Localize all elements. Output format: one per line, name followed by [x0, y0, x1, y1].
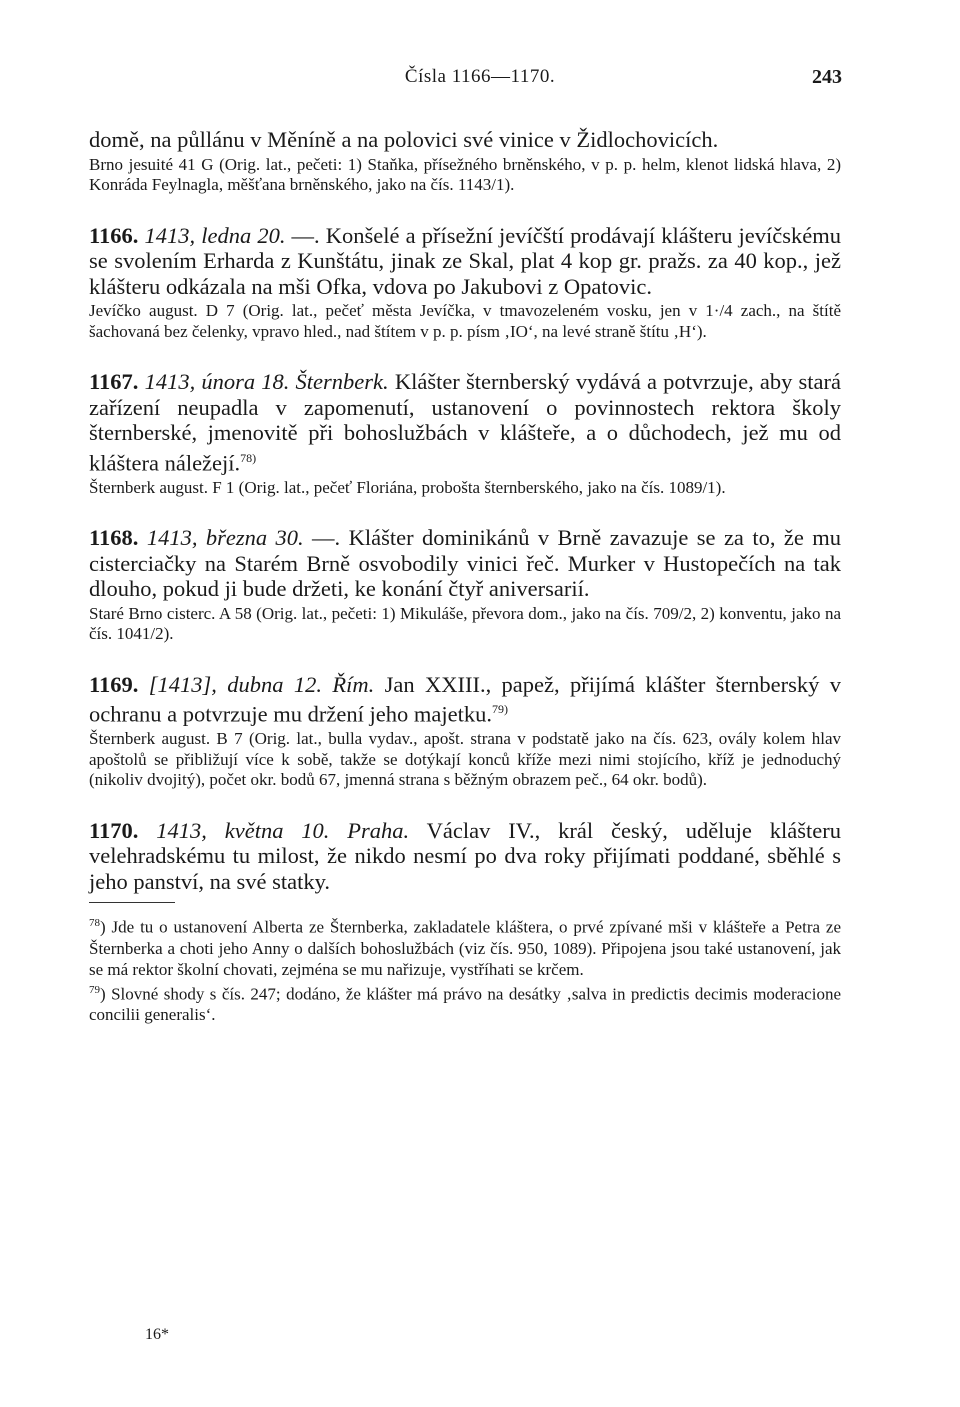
- entry-text: Klášter šternberský vydává a potvrzuje, aby stará zařízení neupadla v zapomenutí, ustanovení o povinnostech rektora školy šternberské, jmenovitě při bohoslužbách v klášteře, a o důchodech, jež mu od kláštera náležejí.: [89, 369, 842, 475]
- entry-1167: [89, 369, 841, 498]
- entry-dash: [374, 672, 384, 697]
- entry-text: Klášter dominikánů v Brně zavazuje se za to, že mu cisterciačky na Starém Brně osvobodily vinici řeč. Murker v Hustopečích na tak dlouho, pokud ji bude držeti, ke konání čtyř aniversarií.: [89, 525, 842, 601]
- entry-1170: [89, 818, 841, 895]
- entry-number: 1168.: [89, 525, 139, 550]
- entry-number: 1170.: [89, 817, 139, 843]
- entry-date: 1413, května 10. Praha.: [156, 817, 410, 843]
- entry-number: 1169.: [89, 671, 139, 697]
- entry-dash: —.: [303, 525, 349, 550]
- entry-date: 1413, ledna 20.: [144, 222, 286, 248]
- entry-source: Staré Brno cisterc. A 58 (Orig. lat., pečeti: 1) Mikuláše, převora dom., jako na čís. 709/2, 2) konventu, jako na čís. 1041/2).: [89, 603, 841, 643]
- entry-text: Jan XXIII., papež, přijímá klášter šternberský v ochranu a potvrzuje mu držení jeho majetku.: [89, 671, 842, 727]
- entry-1168: [89, 525, 841, 645]
- continuation-text: domě, na půllánu v Měníně a na polovici své vinice v Židlochovicích.: [89, 127, 719, 152]
- entry-date: [1413], dubna 12. Řím.: [148, 671, 375, 697]
- page-content: [89, 127, 841, 1025]
- entry-body: [89, 818, 841, 895]
- footnote-text: ) Jde tu o ustanovení Alberta ze Šternberka, zakladatele kláštera, o prvé zpívané mši v klášteře a Petra ze Šternberka a choti jeho Anny o dalších bohoslužbách (viz čís. 950, 1089). Připojena jsou také ustanovení, jak se má rektor školní chovati, zejména se mu nařizuje, vystříhati se krčem.: [89, 917, 841, 979]
- footnote-ref: 79): [491, 702, 508, 716]
- continuation-source: Brno jesuité 41 G (Orig. lat., pečeti: 1) Staňka, přísežného brněnského, v p. p. helm, klenot lidská hlava, 2) Konráda Feylnagla, měšťana brněnského, jako na čís. 1143/1).: [89, 154, 841, 194]
- footnote-mark: 78: [89, 917, 100, 929]
- entry-dash: —.: [285, 222, 326, 248]
- entry-dash: [409, 818, 426, 843]
- footnote-divider: [89, 902, 175, 903]
- entry-date: 1413, února 18. Šternberk.: [144, 369, 389, 394]
- entry-body: [89, 672, 841, 728]
- entry-text: Konšelé a přísežní jevíčští prodávají klášteru jevíčskému se svolením Erharda z Kunštátu, jinak ze Skal, plat 4 kop gr. pražs. za 40 kop., jež klášteru odkázala na mši Ofka, vdova po Jakubovi z Opatovic.: [89, 222, 842, 299]
- entry-body: [89, 223, 841, 300]
- signature-mark: 16*: [145, 1326, 169, 1343]
- entry-number: 1166.: [89, 222, 139, 248]
- footnote-mark: 79: [89, 983, 100, 996]
- entry-body: [89, 525, 841, 602]
- entry-number: 1167.: [89, 369, 139, 394]
- entry-date: 1413, března 30.: [146, 525, 304, 550]
- footnote-79: [89, 980, 841, 1026]
- entry-body: [89, 369, 841, 476]
- page-number: 243: [812, 66, 842, 88]
- entry-source: Jevíčko august. D 7 (Orig. lat., pečeť města Jevíčka, v tmavozeleném vosku, jen v 1·/4 zach., na štítě šachovaná bez čelenky, vpravo hled., nad štítem v p. p. písm ‚IO‘, na levé straně štítu ‚H‘).: [89, 301, 841, 341]
- entry-source: Šternberk august. B 7 (Orig. lat., bulla vydav., apošt. strana v podstatě jako na čís. 623, ovály kolem hlav apoštolů se přibližují více k sobě, takže se dotýkají konců kříže mezi nimi stojícího, kříž je jednoduchý (nikoliv dvojitý), počet okr. bodů 67, jmenná strana s běžným obrazem peč., 64 okr. bodů).: [89, 729, 841, 789]
- footnote-78: [89, 913, 841, 980]
- entry-source: Šternberk august. F 1 (Orig. lat., pečeť Floriána, probošta šternberského, jako na čís. 1089/1).: [89, 477, 726, 497]
- footnote-text: ) Slovné shody s čís. 247; dodáno, že klášter má právo na desátky ‚salva in predictis decimis moderacione concilii generalis‘.: [89, 984, 841, 1025]
- header-title: Čísla 1166—1170.: [404, 66, 556, 87]
- entry-text: Václav IV., král český, uděluje klášteru velehradskému tu milost, že nikdo nesmí po dva roky přijímati poddané, sběhlé s jeho panství, na své statky.: [89, 817, 841, 894]
- entry-1166: [89, 223, 841, 343]
- running-header: [0, 66, 960, 90]
- footnote-ref: 78): [240, 450, 257, 465]
- entry-1169: [89, 672, 841, 791]
